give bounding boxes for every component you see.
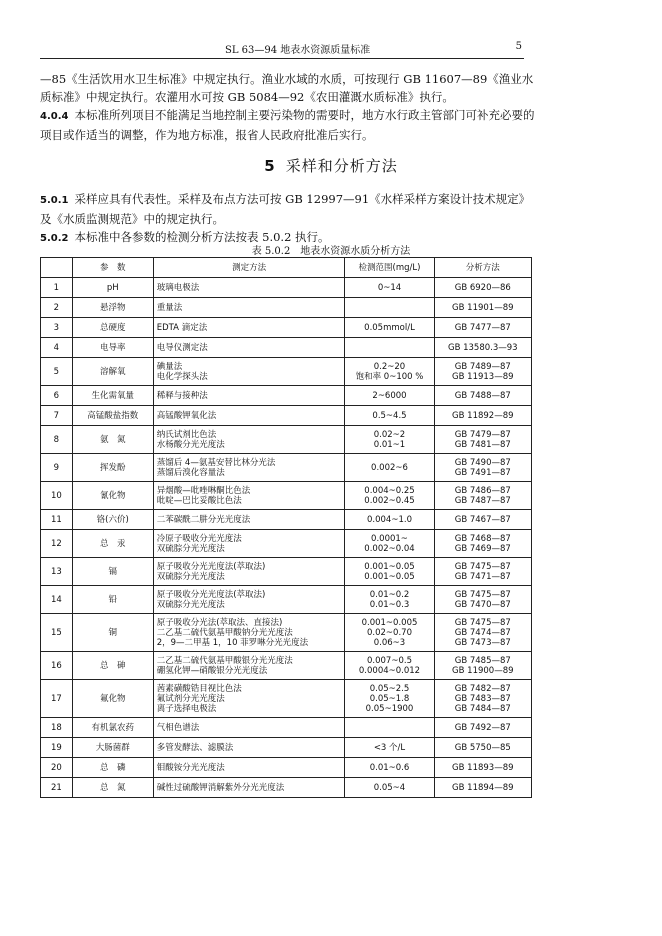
method-cell xyxy=(153,318,345,338)
standard-line: GB 7483—87 xyxy=(454,693,511,704)
standard-line: GB 7473—87 xyxy=(454,637,511,648)
parameter-cell: 高锰酸盐指数 xyxy=(72,406,153,426)
parameter-cell: 溶解氧 xyxy=(72,358,153,386)
standard-cell xyxy=(434,386,531,406)
standard-line: GB 6920—86 xyxy=(454,282,511,293)
range-cell xyxy=(345,738,434,758)
parameter-cell: 悬浮物 xyxy=(72,298,153,318)
range-cell xyxy=(345,614,434,652)
table-row xyxy=(41,338,532,358)
table-header-row xyxy=(41,258,532,278)
method-cell xyxy=(153,738,345,758)
table-row xyxy=(41,278,532,298)
standard-cell xyxy=(434,358,531,386)
method-line: 氟试剂分光光度法 xyxy=(156,693,225,704)
standard-line: GB 7474—87 xyxy=(454,627,511,638)
standard-line: GB 11893—89 xyxy=(452,762,514,773)
row-number: 12 xyxy=(41,530,73,558)
range-line: 0.002~6 xyxy=(371,462,408,473)
clause-id: 5.0.2 xyxy=(40,233,69,244)
table-row xyxy=(41,680,532,718)
header-title: SL 63—94 地表水资源质量标准 xyxy=(225,45,371,56)
standard-line: GB 7492—87 xyxy=(454,722,511,733)
method-line: 双硫腙分光光度法 xyxy=(156,571,225,582)
method-cell xyxy=(153,758,345,778)
method-line: 纳氏试剂比色法 xyxy=(156,429,217,440)
range-line: 0.05~2.5 xyxy=(369,683,410,694)
method-line: 异烟酸—吡唑啉酮比色法 xyxy=(156,485,251,496)
row-number: 17 xyxy=(41,680,73,718)
range-cell xyxy=(345,718,434,738)
range-line: 0~14 xyxy=(377,282,402,293)
range-cell xyxy=(345,680,434,718)
range-line: 0.01~0.2 xyxy=(369,589,410,600)
standard-line: GB 11892—89 xyxy=(452,410,514,421)
method-cell xyxy=(153,406,345,426)
standard-cell xyxy=(434,482,531,510)
range-cell xyxy=(345,778,434,798)
method-cell xyxy=(153,338,345,358)
method-cell xyxy=(153,278,345,298)
table-row xyxy=(41,358,532,386)
method-cell xyxy=(153,454,345,482)
range-line: 0.001~0.005 xyxy=(361,617,418,628)
standard-line: GB 7471—87 xyxy=(454,571,511,582)
method-line: 钼酸铵分光光度法 xyxy=(156,762,225,773)
standard-line: GB 7477—87 xyxy=(454,322,511,333)
table-row xyxy=(41,298,532,318)
parameter-cell: 氟化物 xyxy=(72,680,153,718)
standard-line: GB 7467—87 xyxy=(454,514,511,525)
range-cell xyxy=(345,558,434,586)
method-cell xyxy=(153,680,345,718)
table-body xyxy=(41,278,532,798)
clause-text: 采样应具有代表性。采样及布点方法可按 GB 12997—91《水样采样方案设计技术规定》及《水质监测规范》中的规定执行。 xyxy=(40,192,531,226)
standard-line: GB 7475—87 xyxy=(454,561,511,572)
method-line: 二苯碳酰二肼分光光度法 xyxy=(156,514,251,525)
standard-cell xyxy=(434,680,531,718)
table-row xyxy=(41,454,532,482)
range-cell xyxy=(345,586,434,614)
method-line: 离子选择电极法 xyxy=(156,703,217,714)
range-cell xyxy=(345,530,434,558)
method-cell xyxy=(153,778,345,798)
method-cell xyxy=(153,358,345,386)
range-line: 0.0004~0.012 xyxy=(358,665,421,676)
table-row xyxy=(41,738,532,758)
parameter-cell: 总 磷 xyxy=(72,758,153,778)
range-line: 0.05~1900 xyxy=(365,703,414,714)
range-cell xyxy=(345,758,434,778)
row-number: 15 xyxy=(41,614,73,652)
standard-cell xyxy=(434,510,531,530)
row-number: 3 xyxy=(41,318,73,338)
standard-cell xyxy=(434,426,531,454)
standard-line: GB 7487—87 xyxy=(454,495,511,506)
standard-line: GB 13580.3—93 xyxy=(447,342,518,353)
row-number: 9 xyxy=(41,454,73,482)
table-row xyxy=(41,758,532,778)
row-number: 16 xyxy=(41,652,73,680)
table-row xyxy=(41,778,532,798)
standard-line: GB 7484—87 xyxy=(454,703,511,714)
method-cell xyxy=(153,298,345,318)
range-cell xyxy=(345,318,434,338)
standard-line: GB 7489—87 xyxy=(454,361,511,372)
parameter-cell: 挥发酚 xyxy=(72,454,153,482)
standard-cell xyxy=(434,738,531,758)
standard-cell xyxy=(434,652,531,680)
row-number: 19 xyxy=(41,738,73,758)
method-line: 硼氢化钾—硝酸银分光光度法 xyxy=(156,665,268,676)
standard-cell xyxy=(434,318,531,338)
range-cell xyxy=(345,426,434,454)
method-line: 吡啶—巴比妥酸比色法 xyxy=(156,495,242,506)
parameter-cell: 生化需氧量 xyxy=(72,386,153,406)
intro-paragraphs xyxy=(40,70,540,144)
range-line: 0.001~0.05 xyxy=(364,561,415,572)
standard-line: GB 7475—87 xyxy=(454,589,511,600)
method-cell xyxy=(153,652,345,680)
method-cell xyxy=(153,530,345,558)
standard-cell xyxy=(434,454,531,482)
clause xyxy=(40,190,540,228)
range-cell xyxy=(345,358,434,386)
clause-text: 本标准中各参数的检测分析方法按表 5.0.2 执行。 xyxy=(74,230,330,244)
range-line: 0.01~0.3 xyxy=(369,599,410,610)
parameter-cell: 电导率 xyxy=(72,338,153,358)
method-line: EDTA 滴定法 xyxy=(156,322,208,333)
range-line: 0.0001~ xyxy=(371,533,408,544)
section-clauses xyxy=(40,190,540,248)
range-line: 0.004~0.25 xyxy=(364,485,415,496)
standard-line: GB 7481—87 xyxy=(454,439,511,450)
method-line: 电导仪测定法 xyxy=(156,342,208,353)
standard-line: GB 7475—87 xyxy=(454,617,511,628)
standard-cell xyxy=(434,758,531,778)
method-line: 高锰酸钾氧化法 xyxy=(156,410,217,421)
range-line: 0.05~4 xyxy=(373,782,406,793)
row-number: 11 xyxy=(41,510,73,530)
paragraph xyxy=(40,70,540,106)
range-cell xyxy=(345,482,434,510)
section-number: 5 xyxy=(264,157,276,175)
header-no xyxy=(41,258,73,278)
range-line: 0.002~0.04 xyxy=(364,543,415,554)
table-row xyxy=(41,386,532,406)
standard-line: GB 7482—87 xyxy=(454,683,511,694)
range-cell xyxy=(345,298,434,318)
range-line: 0.2~20 xyxy=(373,361,406,372)
method-line: 双硫腙分光光度法 xyxy=(156,599,225,610)
standard-cell xyxy=(434,298,531,318)
standard-cell xyxy=(434,718,531,738)
range-line: 0.007~0.5 xyxy=(367,655,412,666)
parameter-cell: 铅 xyxy=(72,586,153,614)
table-row xyxy=(41,318,532,338)
standard-cell xyxy=(434,278,531,298)
method-cell xyxy=(153,482,345,510)
standard-cell xyxy=(434,338,531,358)
parameter-cell: pH xyxy=(72,278,153,298)
standard-line: GB 7469—87 xyxy=(454,543,511,554)
range-cell xyxy=(345,278,434,298)
table-caption: 表 5.0.2 地表水资源水质分析方法 xyxy=(251,246,411,257)
method-line: 水杨酸分光光度法 xyxy=(156,439,225,450)
standard-line: GB 7488—87 xyxy=(454,390,511,401)
range-line: 0.5~4.5 xyxy=(372,410,407,421)
row-number: 21 xyxy=(41,778,73,798)
header-standard: 分析方法 xyxy=(434,258,531,278)
standard-cell xyxy=(434,558,531,586)
method-cell xyxy=(153,386,345,406)
standard-line: GB 11901—89 xyxy=(452,302,514,313)
method-cell xyxy=(153,510,345,530)
parameter-cell: 氨 氮 xyxy=(72,426,153,454)
header-method: 测定方法 xyxy=(153,258,345,278)
range-cell xyxy=(345,406,434,426)
table-row xyxy=(41,652,532,680)
method-line: 电化学探头法 xyxy=(156,371,208,382)
running-header xyxy=(40,40,524,59)
table-row xyxy=(41,530,532,558)
method-line: 碱性过硫酸钾消解紫外分光光度法 xyxy=(156,782,285,793)
standard-line: GB 7486—87 xyxy=(454,485,511,496)
parameter-cell: 总 汞 xyxy=(72,530,153,558)
method-line: 原子吸收分光法(萃取法、直接法) xyxy=(156,617,283,628)
range-line: 0.002~0.45 xyxy=(364,495,415,506)
standard-cell xyxy=(434,778,531,798)
table-row xyxy=(41,718,532,738)
method-line: 蒸馏后溴化容量法 xyxy=(156,467,225,478)
standard-cell xyxy=(434,614,531,652)
range-line: 0.05~1.8 xyxy=(369,693,410,704)
method-line: 二乙基二硫代氨基甲酸钠分光光度法 xyxy=(156,627,293,638)
method-line: 2，9—二甲基 1，10 菲罗啉分光光度法 xyxy=(156,637,309,648)
parameter-cell: 总 氮 xyxy=(72,778,153,798)
standard-line: GB 7490—87 xyxy=(454,457,511,468)
standard-line: GB 7479—87 xyxy=(454,429,511,440)
range-line: 饱和率 0~100 % xyxy=(355,371,424,382)
range-line: <3 个/L xyxy=(373,742,406,753)
row-number: 4 xyxy=(41,338,73,358)
method-line: 重量法 xyxy=(156,302,183,313)
table-row xyxy=(41,406,532,426)
row-number: 5 xyxy=(41,358,73,386)
method-line: 茜素磺酸锆目视比色法 xyxy=(156,683,242,694)
row-number: 6 xyxy=(41,386,73,406)
range-line: 0.01~1 xyxy=(373,439,406,450)
table-row xyxy=(41,614,532,652)
method-line: 原子吸收分光光度法(萃取法) xyxy=(156,589,266,600)
method-cell xyxy=(153,426,345,454)
header-parameter: 参 数 xyxy=(72,258,153,278)
method-line: 碘量法 xyxy=(156,361,183,372)
paragraph-text: —85《生活饮用水卫生标准》中规定执行。渔业水域的水质，可按现行 GB 11607—89《渔业水质标准》中规定执行。农灌用水可按 GB 5084—92《农田灌溉水质标准》执行。 xyxy=(40,72,534,104)
method-line: 二乙基二硫代氨基甲酸银分光光度法 xyxy=(156,655,293,666)
row-number: 20 xyxy=(41,758,73,778)
range-cell xyxy=(345,454,434,482)
paragraph-text: 本标准所列项目不能满足当地控制主要污染物的需要时，地方水行政主管部门可补充必要的项目或作适当的调整，作为地方标准，报省人民政府批准后实行。 xyxy=(40,108,535,142)
section-heading xyxy=(0,155,662,176)
standard-line: GB 11894—89 xyxy=(452,782,514,793)
range-cell xyxy=(345,338,434,358)
range-line: 0.05mmol/L xyxy=(364,322,415,333)
header-range: 检测范围(mg/L) xyxy=(345,258,434,278)
parameter-cell: 铜 xyxy=(72,614,153,652)
table-row xyxy=(41,586,532,614)
table-row xyxy=(41,510,532,530)
parameter-cell: 大肠菌群 xyxy=(72,738,153,758)
standard-line: GB 7491—87 xyxy=(454,467,511,478)
row-number: 7 xyxy=(41,406,73,426)
range-line: 0.001~0.05 xyxy=(364,571,415,582)
method-cell xyxy=(153,558,345,586)
row-number: 18 xyxy=(41,718,73,738)
clause-id: 4.0.4 xyxy=(40,111,69,122)
table-row xyxy=(41,482,532,510)
method-line: 双硫腙分光光度法 xyxy=(156,543,225,554)
row-number: 8 xyxy=(41,426,73,454)
method-line: 蒸馏后 4—氨基安替比林分光法 xyxy=(156,457,276,468)
method-line: 玻璃电极法 xyxy=(156,282,200,293)
range-line: 0.06~3 xyxy=(373,637,406,648)
range-line: 0.01~0.6 xyxy=(369,762,410,773)
method-cell xyxy=(153,718,345,738)
parameter-cell: 氰化物 xyxy=(72,482,153,510)
method-line: 多管发酵法、滤膜法 xyxy=(156,742,234,753)
row-number: 1 xyxy=(41,278,73,298)
standard-line: GB 11913—89 xyxy=(452,371,514,382)
paragraph xyxy=(40,106,540,144)
standard-line: GB 7468—87 xyxy=(454,533,511,544)
range-cell xyxy=(345,386,434,406)
table-row xyxy=(41,426,532,454)
range-line: 2~6000 xyxy=(372,390,407,401)
standard-line: GB 7470—87 xyxy=(454,599,511,610)
range-cell xyxy=(345,652,434,680)
range-line: 0.004~1.0 xyxy=(367,514,412,525)
parameter-cell: 有机氯农药 xyxy=(72,718,153,738)
standard-cell xyxy=(434,530,531,558)
method-line: 原子吸收分光光度法(萃取法) xyxy=(156,561,266,572)
standard-cell xyxy=(434,406,531,426)
method-line: 气相色谱法 xyxy=(156,722,200,733)
row-number: 10 xyxy=(41,482,73,510)
parameter-cell: 总硬度 xyxy=(72,318,153,338)
method-line: 稀释与接种法 xyxy=(156,390,208,401)
standard-line: GB 5750—85 xyxy=(454,742,511,753)
standard-line: GB 7485—87 xyxy=(454,655,511,666)
row-number: 2 xyxy=(41,298,73,318)
section-title: 采样和分析方法 xyxy=(285,157,398,175)
range-line: 0.02~0.70 xyxy=(367,627,412,638)
row-number: 14 xyxy=(41,586,73,614)
standard-cell xyxy=(434,586,531,614)
method-line: 冷原子吸收分光光度法 xyxy=(156,533,242,544)
range-line: 0.02~2 xyxy=(373,429,406,440)
clause-id: 5.0.1 xyxy=(40,195,69,206)
parameter-cell: 镉 xyxy=(72,558,153,586)
page-number: 5 xyxy=(515,41,522,52)
analysis-methods-table xyxy=(40,257,532,798)
method-cell xyxy=(153,614,345,652)
standard-line: GB 11900—89 xyxy=(452,665,514,676)
range-cell xyxy=(345,510,434,530)
parameter-cell: 铬(六价) xyxy=(72,510,153,530)
row-number: 13 xyxy=(41,558,73,586)
parameter-cell: 总 砷 xyxy=(72,652,153,680)
method-cell xyxy=(153,586,345,614)
table-row xyxy=(41,558,532,586)
